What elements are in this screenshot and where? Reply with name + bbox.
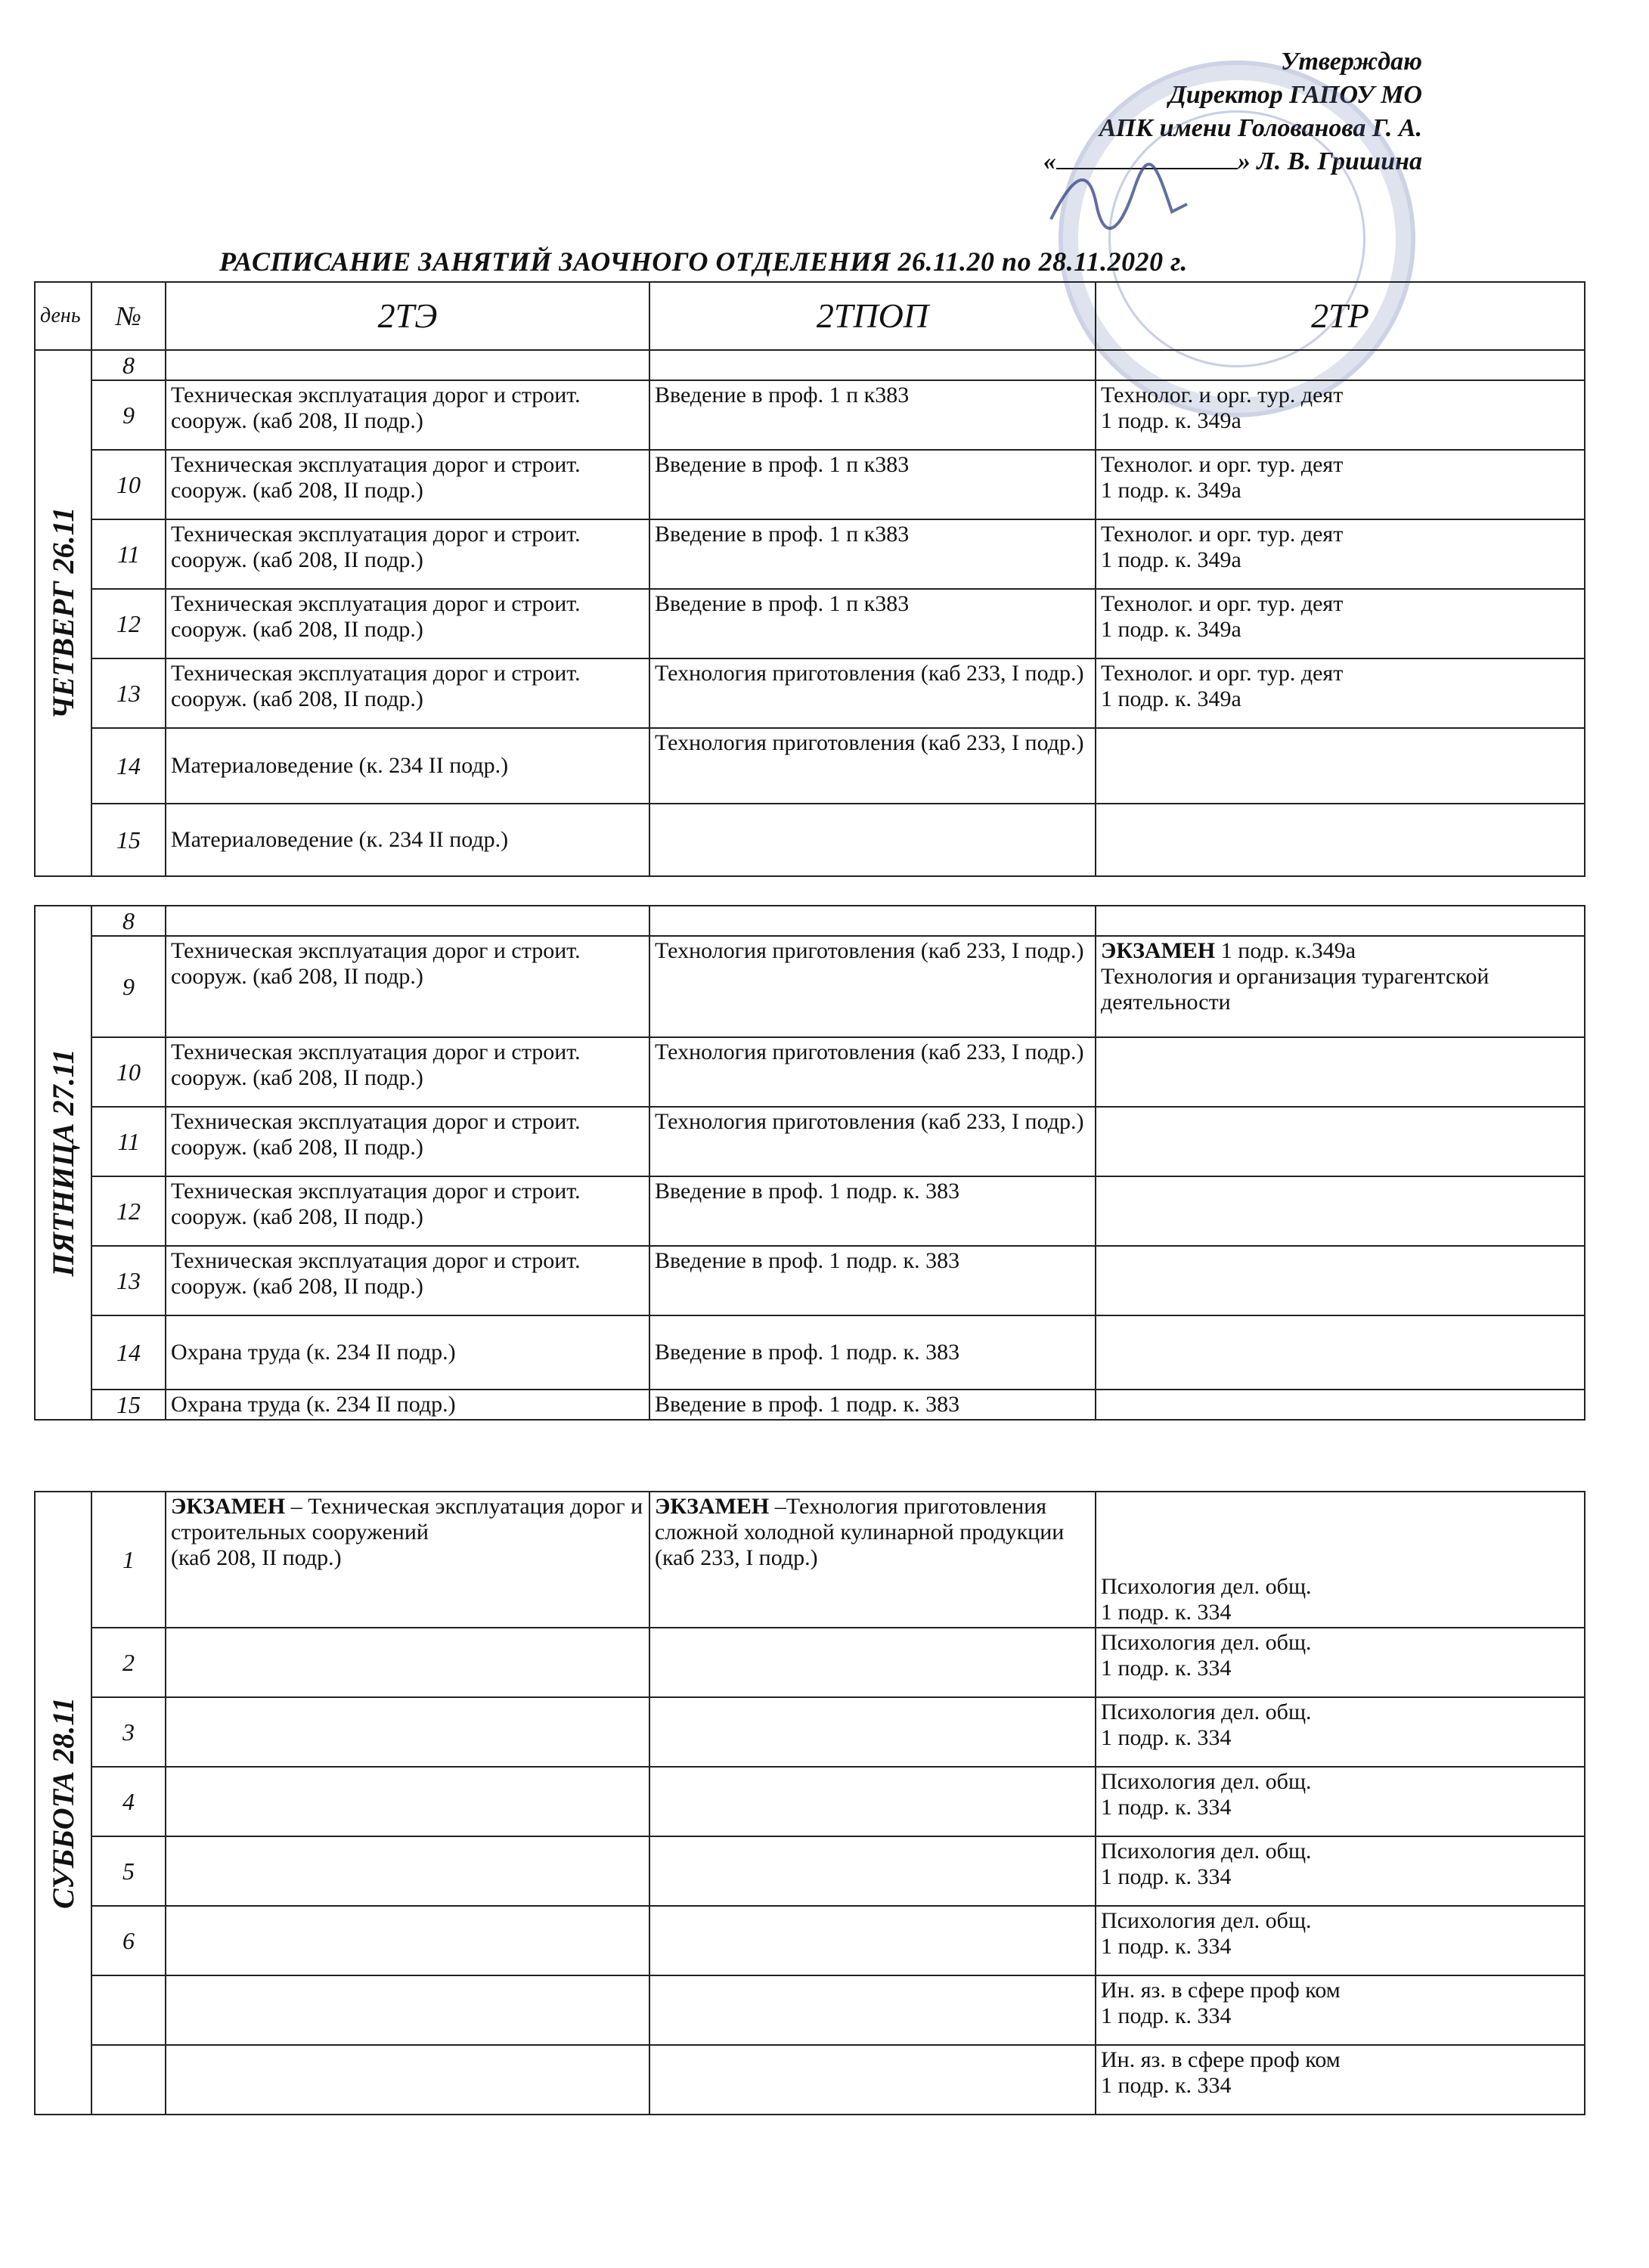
schedule-cell	[1096, 1246, 1585, 1315]
schedule-cell	[649, 380, 1096, 450]
lesson-number	[91, 2045, 166, 2115]
schedule-cell	[649, 1492, 1096, 1628]
day-label: ЧЕТВЕРГ 26.11	[45, 507, 80, 720]
class-entry: Техническая эксплуатация дорог и строит. сооруж. (каб 208, II подр.)	[171, 383, 581, 433]
schedule-cell	[166, 450, 649, 519]
lesson-number: 11	[91, 519, 166, 589]
lesson-number: 13	[91, 658, 166, 728]
class-entry: – Техническая эксплуатация дорог и строительных сооружений (каб 208, II подр.)	[171, 1494, 643, 1570]
day-cell-thursday	[35, 350, 91, 876]
header-group-2te: 2ТЭ	[166, 282, 649, 350]
schedule-cell	[649, 936, 1096, 1037]
table-row	[35, 1037, 1585, 1107]
schedule-cell	[1096, 728, 1585, 804]
table-row	[35, 1107, 1585, 1176]
schedule-cell	[166, 1836, 649, 1906]
schedule-table-thursday	[34, 281, 1585, 877]
class-entry: Введение в проф. 1 п к383	[655, 383, 910, 407]
approval-line-1: Утверждаю	[1280, 48, 1422, 76]
lesson-number: 12	[91, 589, 166, 658]
table-row	[35, 1315, 1585, 1390]
schedule-cell	[1096, 1176, 1585, 1246]
schedule-cell	[166, 1767, 649, 1836]
schedule-cell	[649, 1390, 1096, 1420]
table-row	[35, 1697, 1585, 1767]
schedule-cell	[166, 1697, 649, 1767]
schedule-cell	[166, 519, 649, 589]
day-cell-friday	[35, 906, 91, 1420]
class-entry: Ин. яз. в сфере проф ком 1 подр. к. 334	[1101, 2047, 1341, 2098]
schedule-cell	[1096, 936, 1585, 1037]
schedule-cell	[649, 519, 1096, 589]
schedule-cell	[649, 589, 1096, 658]
class-entry: Технолог. и орг. тур. деят 1 подр. к. 349а	[1101, 522, 1344, 572]
table-row	[35, 450, 1585, 519]
lesson-number: 10	[91, 1037, 166, 1107]
schedule-cell	[166, 936, 649, 1037]
schedule-cell	[166, 2045, 649, 2115]
lesson-number: 14	[91, 728, 166, 804]
schedule-cell	[1096, 1492, 1585, 1628]
class-entry: Техническая эксплуатация дорог и строит. сооруж. (каб 208, II подр.)	[171, 1109, 581, 1160]
table-row	[35, 658, 1585, 728]
schedule-cell	[166, 804, 649, 876]
class-entry: –Технология приготовления сложной холодной кулинарной продукции (каб 233, I подр.)	[655, 1494, 1065, 1570]
schedule-cell	[166, 728, 649, 804]
class-entry: Введение в проф. 1 подр. к. 383	[655, 1392, 960, 1417]
schedule-cell	[649, 1975, 1096, 2045]
schedule-cell	[166, 380, 649, 450]
schedule-cell	[649, 1767, 1096, 1836]
table-row	[35, 1767, 1585, 1836]
table-row	[35, 589, 1585, 658]
class-entry: Техническая эксплуатация дорог и строит. сооруж. (каб 208, II подр.)	[171, 938, 581, 989]
schedule-cell	[1096, 1390, 1585, 1420]
lesson-number: 13	[91, 1246, 166, 1315]
class-entry: Техническая эксплуатация дорог и строит. сооруж. (каб 208, II подр.)	[171, 591, 581, 642]
schedule-cell	[166, 1176, 649, 1246]
approval-line-2: Директор ГАПОУ МО	[1168, 81, 1422, 109]
lesson-number	[91, 1975, 166, 2045]
day-label: ПЯТНИЦА 27.11	[45, 1049, 80, 1277]
day-label: СУББОТА 28.11	[45, 1696, 80, 1910]
table-row	[35, 1246, 1585, 1315]
schedule-cell	[1096, 380, 1585, 450]
table-row	[35, 2045, 1585, 2115]
schedule-cell	[166, 1315, 649, 1390]
schedule-cell	[1096, 1315, 1585, 1390]
class-entry: Технолог. и орг. тур. деят 1 подр. к. 349а	[1101, 591, 1344, 642]
header-number: №	[91, 282, 166, 350]
lesson-number: 1	[91, 1492, 166, 1628]
schedule-cell	[649, 1836, 1096, 1906]
header-group-2tr: 2ТР	[1096, 282, 1585, 350]
class-entry: Введение в проф. 1 подр. к. 383	[655, 1179, 960, 1204]
class-entry: Психология дел. общ. 1 подр. к. 334	[1101, 1630, 1312, 1681]
schedule-cell	[166, 906, 649, 936]
schedule-cell	[649, 350, 1096, 380]
schedule-cell	[1096, 450, 1585, 519]
schedule-cell	[1096, 1767, 1585, 1836]
lesson-number: 5	[91, 1836, 166, 1906]
header-day: день	[35, 282, 91, 350]
schedule-cell	[649, 658, 1096, 728]
class-entry: Техническая эксплуатация дорог и строит. сооруж. (каб 208, II подр.)	[171, 452, 581, 503]
class-entry: Техническая эксплуатация дорог и строит. сооруж. (каб 208, II подр.)	[171, 1179, 581, 1229]
lesson-number: 14	[91, 1315, 166, 1390]
schedule-cell	[649, 1246, 1096, 1315]
schedule-cell	[1096, 1906, 1585, 1975]
schedule-cell	[166, 1246, 649, 1315]
schedule-cell	[649, 1176, 1096, 1246]
schedule-cell	[1096, 906, 1585, 936]
class-entry: Охрана труда (к. 234 II подр.)	[171, 1392, 456, 1417]
class-entry: Введение в проф. 1 подр. к. 383	[655, 1340, 960, 1365]
class-entry: Психология дел. общ. 1 подр. к. 334	[1101, 1699, 1312, 1750]
schedule-cell	[166, 1037, 649, 1107]
header-group-2tpop: 2ТПОП	[649, 282, 1096, 350]
schedule-table-saturday	[34, 1491, 1585, 2115]
class-entry: Технолог. и орг. тур. деят 1 подр. к. 349а	[1101, 383, 1344, 433]
schedule-cell	[1096, 658, 1585, 728]
schedule-cell	[1096, 2045, 1585, 2115]
table-row	[35, 1390, 1585, 1420]
schedule-cell	[166, 1628, 649, 1697]
approval-line-4	[1043, 145, 1422, 178]
lesson-number: 11	[91, 1107, 166, 1176]
lesson-number: 15	[91, 804, 166, 876]
schedule-cell	[1096, 804, 1585, 876]
schedule-cell	[166, 658, 649, 728]
lesson-number: 9	[91, 380, 166, 450]
lesson-number: 4	[91, 1767, 166, 1836]
table-row	[35, 1628, 1585, 1697]
table-row	[35, 380, 1585, 450]
class-entry: Материаловедение (к. 234 II подр.)	[171, 827, 509, 852]
schedule-cell	[649, 1107, 1096, 1176]
schedule-cell	[1096, 1697, 1585, 1767]
class-entry: Технология приготовления (каб 233, I подр.)	[655, 730, 1084, 755]
table-row	[35, 906, 1585, 936]
table-row	[35, 1492, 1585, 1628]
schedule-cell	[649, 1628, 1096, 1697]
class-entry: Технология приготовления (каб 233, I подр.)	[655, 938, 1084, 963]
schedule-cell	[649, 1906, 1096, 1975]
schedule-cell	[1096, 1628, 1585, 1697]
lesson-number: 2	[91, 1628, 166, 1697]
schedule-table-friday	[34, 905, 1585, 1421]
class-entry: Психология дел. общ. 1 подр. к. 334	[1101, 1574, 1312, 1625]
schedule-cell	[649, 804, 1096, 876]
class-entry: Технолог. и орг. тур. деят 1 подр. к. 349а	[1101, 452, 1344, 503]
lesson-number: 15	[91, 1390, 166, 1420]
class-entry: Технология приготовления (каб 233, I подр.)	[655, 1109, 1084, 1134]
schedule-cell	[166, 350, 649, 380]
class-entry: Введение в проф. 1 п к383	[655, 452, 910, 477]
lesson-number: 8	[91, 350, 166, 380]
table-row	[35, 1836, 1585, 1906]
lesson-number: 8	[91, 906, 166, 936]
class-entry: Введение в проф. 1 п к383	[655, 591, 910, 616]
class-entry: Техническая эксплуатация дорог и строит. сооруж. (каб 208, II подр.)	[171, 661, 581, 711]
class-entry: Техническая эксплуатация дорог и строит. сооруж. (каб 208, II подр.)	[171, 522, 581, 572]
class-entry: Психология дел. общ. 1 подр. к. 334	[1101, 1769, 1312, 1820]
schedule-cell	[166, 1906, 649, 1975]
schedule-cell	[649, 906, 1096, 936]
lesson-number: 6	[91, 1906, 166, 1975]
class-entry: Психология дел. общ. 1 подр. к. 334	[1101, 1908, 1312, 1959]
lesson-number: 10	[91, 450, 166, 519]
lesson-number: 3	[91, 1697, 166, 1767]
schedule-cell	[1096, 519, 1585, 589]
schedule-cell	[649, 1315, 1096, 1390]
class-entry: Технология приготовления (каб 233, I подр.)	[655, 661, 1084, 686]
class-entry: Психология дел. общ. 1 подр. к. 334	[1101, 1839, 1312, 1889]
schedule-cell	[649, 1697, 1096, 1767]
table-row	[35, 1176, 1585, 1246]
class-entry: Технолог. и орг. тур. деят 1 подр. к. 349а	[1101, 661, 1344, 711]
schedule-cell	[166, 1975, 649, 2045]
class-entry: 1 подр. к.349а Технология и организация турагентской деятельности	[1101, 938, 1489, 1015]
schedule-cell	[649, 2045, 1096, 2115]
class-entry: Введение в проф. 1 п к383	[655, 522, 910, 547]
schedule-cell	[649, 1037, 1096, 1107]
schedule-cell	[166, 1107, 649, 1176]
exam-label: ЭКЗАМЕН	[1101, 938, 1216, 963]
class-entry: Введение в проф. 1 подр. к. 383	[655, 1248, 960, 1273]
table-row	[35, 350, 1585, 380]
class-entry: Охрана труда (к. 234 II подр.)	[171, 1340, 456, 1365]
lesson-number: 9	[91, 936, 166, 1037]
class-entry: Ин. яз. в сфере проф ком 1 подр. к. 334	[1101, 1978, 1341, 2028]
approval-signatory: » Л. В. Гришина	[1237, 147, 1422, 175]
schedule-cell	[166, 1390, 649, 1420]
page-title: РАСПИСАНИЕ ЗАНЯТИЙ ЗАОЧНОГО ОТДЕЛЕНИЯ 26.11.20 по 28.11.2020 г.	[219, 246, 1188, 277]
schedule-cell	[1096, 1107, 1585, 1176]
table-row	[35, 1906, 1585, 1975]
signature-line	[1056, 145, 1238, 169]
table-row	[35, 519, 1585, 589]
class-entry: Материаловедение (к. 234 II подр.)	[171, 753, 509, 778]
schedule-cell	[1096, 1037, 1585, 1107]
schedule-cell	[1096, 1836, 1585, 1906]
exam-label: ЭКЗАМЕН	[171, 1494, 286, 1519]
schedule-cell	[1096, 1975, 1585, 2045]
table-row	[35, 804, 1585, 876]
lesson-number: 12	[91, 1176, 166, 1246]
table-row	[35, 728, 1585, 804]
class-entry: Технология приготовления (каб 233, I подр.)	[655, 1040, 1084, 1064]
table-row	[35, 936, 1585, 1037]
class-entry: Техническая эксплуатация дорог и строит. сооруж. (каб 208, II подр.)	[171, 1040, 581, 1090]
schedule-cell	[166, 1492, 649, 1628]
schedule-cell	[649, 450, 1096, 519]
schedule-cell	[649, 728, 1096, 804]
approval-line-3: АПК имени Голованова Г. А.	[1099, 114, 1422, 142]
class-entry: Техническая эксплуатация дорог и строит. сооруж. (каб 208, II подр.)	[171, 1248, 581, 1299]
schedule-cell	[1096, 350, 1585, 380]
schedule-cell	[166, 589, 649, 658]
approval-block	[1043, 45, 1422, 178]
exam-label: ЭКЗАМЕН	[655, 1494, 770, 1519]
day-cell-saturday	[35, 1492, 91, 2115]
approval-quote-open: «	[1043, 147, 1056, 175]
table-row	[35, 1975, 1585, 2045]
schedule-cell	[1096, 589, 1585, 658]
